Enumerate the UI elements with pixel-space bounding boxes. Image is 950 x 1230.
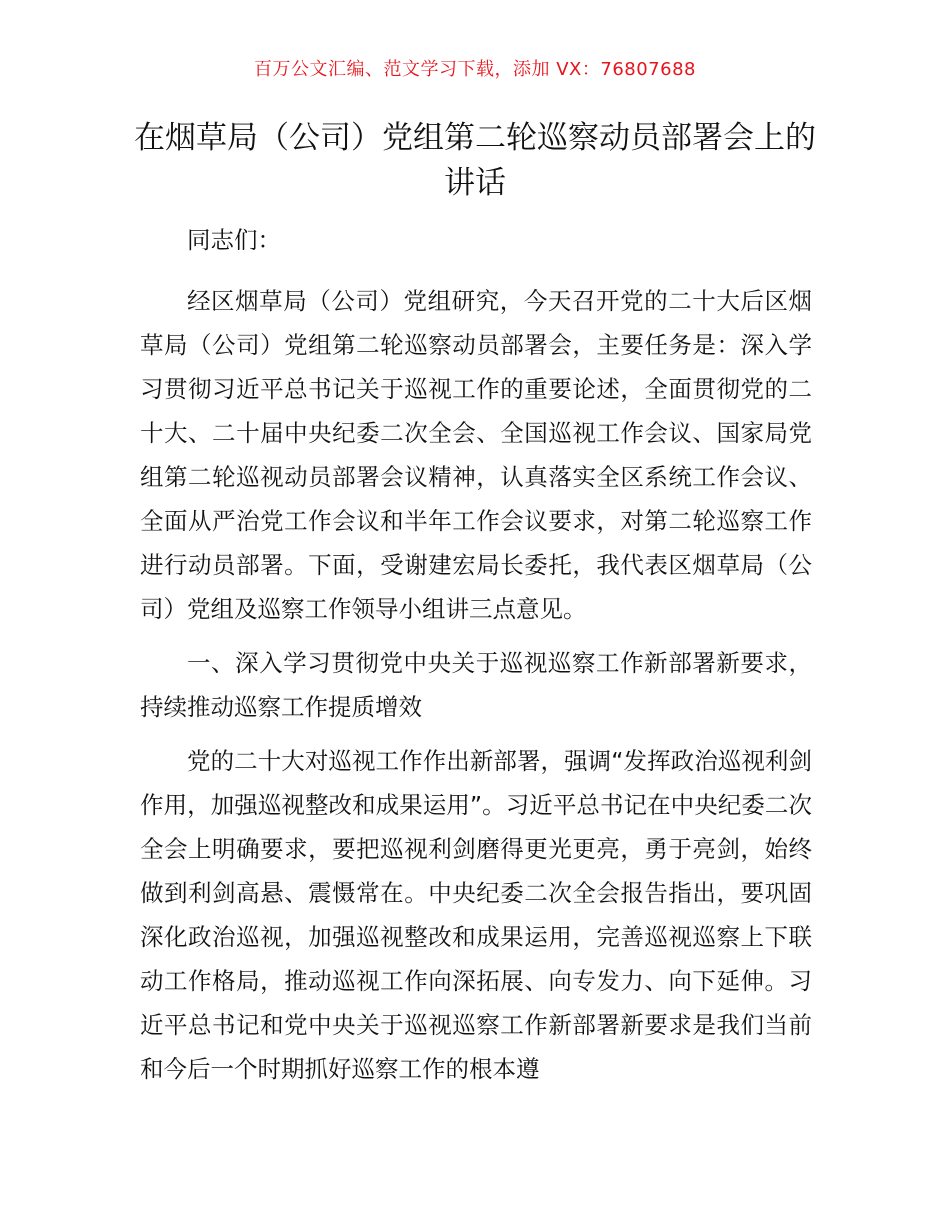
- header-watermark-note: 百万公文汇编、范文学习下载，添加 VX：76807688: [254, 59, 696, 80]
- section-heading: 一、深入学习贯彻党中央关于巡视巡察工作新部署新要求，持续推动巡察工作提质增效: [140, 649, 812, 721]
- salutation: 同志们：: [187, 226, 281, 254]
- body-paragraph: 党的二十大对巡视工作作出新部署，强调“发挥政治巡视利剑作用，加强巡视整改和成果运用”。习近平总书记在中央纪委二次全会上明确要求，要把巡视利剑磨得更光更亮，勇于亮剑，始终做到利剑高悬、震慑常在。中央纪委二次全会报告指出，要巩固深化政治巡视，加强巡视整改和成果运用，完善巡视巡察上下联动工作格局，推动巡视工作向深拓展、向专发力、向下延伸。习近平总书记和党中央关于巡视巡察工作新部署新要求是我们当前和今后一个时期抓好巡察工作的根本遵: [140, 747, 812, 1083]
- document-body: [140, 218, 812, 1091]
- document-title: 在烟草局（公司）党组第二轮巡察动员部署会上的讲话: [134, 120, 816, 201]
- body-paragraph: 经区烟草局（公司）党组研究，今天召开党的二十大后区烟草局（公司）党组第二轮巡察动员部署会，主要任务是：深入学习贯彻习近平总书记关于巡视工作的重要论述，全面贯彻党的二十大、二十届中央纪委二次全会、全国巡视工作会议、国家局党组第二轮巡视动员部署会议精神，认真落实全区系统工作会议、全面从严治党工作会议和半年工作会议要求，对第二轮巡察工作进行动员部署。下面，受谢建宏局长委托，我代表区烟草局（公司）党组及巡察工作领导小组讲三点意见。: [140, 287, 812, 623]
